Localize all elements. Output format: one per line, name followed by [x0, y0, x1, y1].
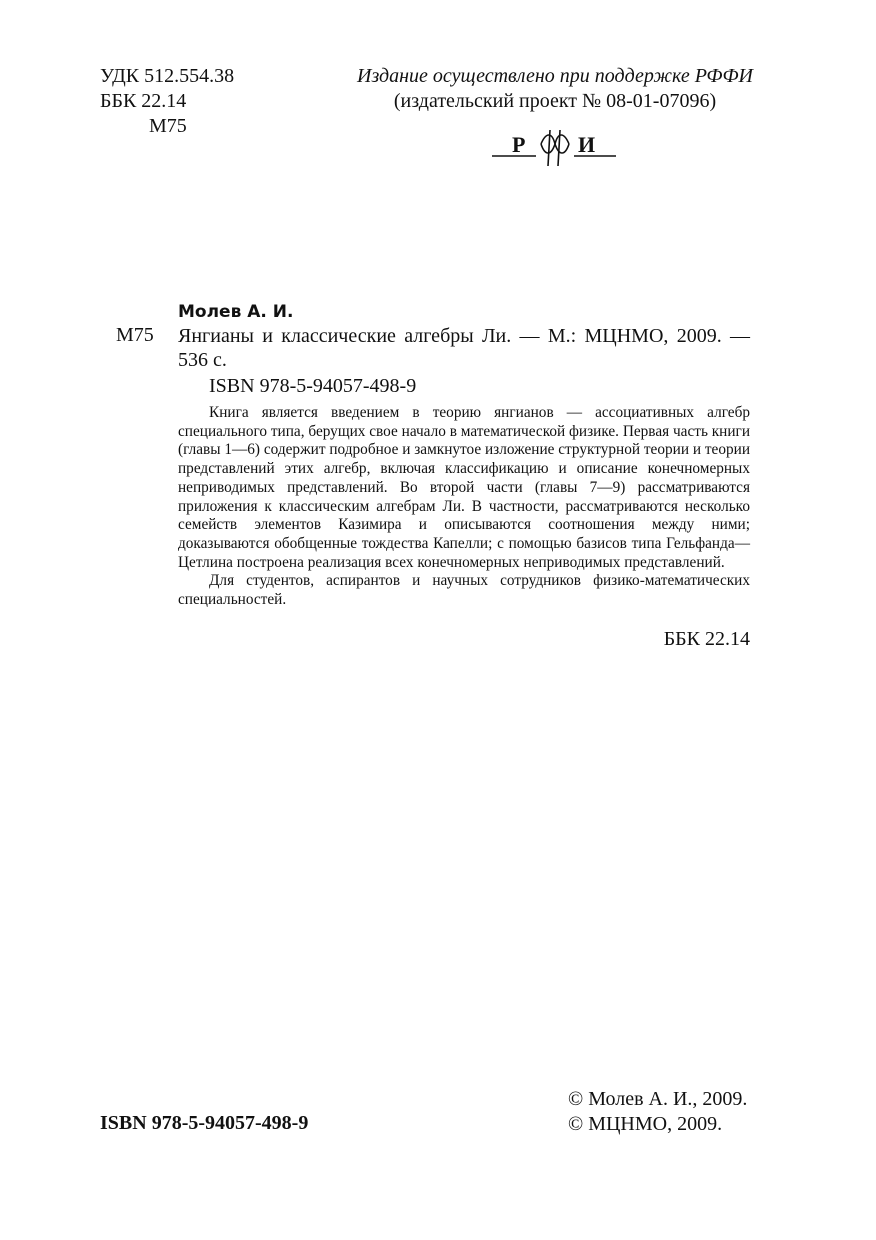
support-line: Издание осуществлено при поддержке РФФИ [357, 65, 753, 87]
annotation-paragraph: Книга является введением в теорию янгианов — ассоциативных алгебр специального типа, берущих свое начало в математической физике. Первая часть книги (главы 1—6) содержит подробное и замкнутое изложение структурной теории и теории представлений этих алгебр, включая классификацию и описание конечномерных неприводимых представлений. Во второй части (главы 7—9) рассматриваются приложения к классическим алгебрам Ли. В частности, рассматриваются несколько семейств элементов Казимира и описываются соотношения между ними; доказываются обобщенные тождества Капелли; с помощью базисов типа Гельфанда—Цетлина построена реализация всех конечномерных неприводимых представлений. [178, 404, 751, 571]
project-line: (издательский проект № 08-01-07096) [393, 90, 717, 112]
footer-isbn: ISBN 978-5-94057-498-9 [100, 1112, 309, 1134]
bbk-index: ББК 22.14 [663, 628, 750, 650]
copyright-author: © Молев А. И., 2009. [568, 1088, 748, 1110]
bibliographic-title: Янгианы и классические алгебры Ли. — М.: МЦНМО, 2009. — 536 с. [178, 325, 750, 371]
rffi-logo [490, 128, 620, 168]
bbk-code: ББК 22.14 [100, 90, 187, 112]
author-mark: М75 [149, 115, 187, 137]
author-name: Молев А. И. [178, 302, 294, 322]
udk-code: УДК 512.554.38 [100, 65, 235, 87]
classification-codes [100, 64, 234, 139]
svg-text:Р: Р [512, 132, 526, 157]
catalog-code: М75 [116, 324, 154, 346]
support-notice [330, 64, 780, 114]
entry-isbn: ISBN 978-5-94057-498-9 [209, 375, 417, 397]
copyright-block [568, 1087, 747, 1137]
rffi-logo-mark [490, 128, 620, 168]
annotation-audience: Для студентов, аспирантов и научных сотрудников физико-математических специальностей. [178, 572, 750, 609]
copyright-publisher: © МЦНМО, 2009. [568, 1113, 723, 1135]
annotation [178, 404, 750, 610]
svg-text:И: И [578, 132, 596, 157]
